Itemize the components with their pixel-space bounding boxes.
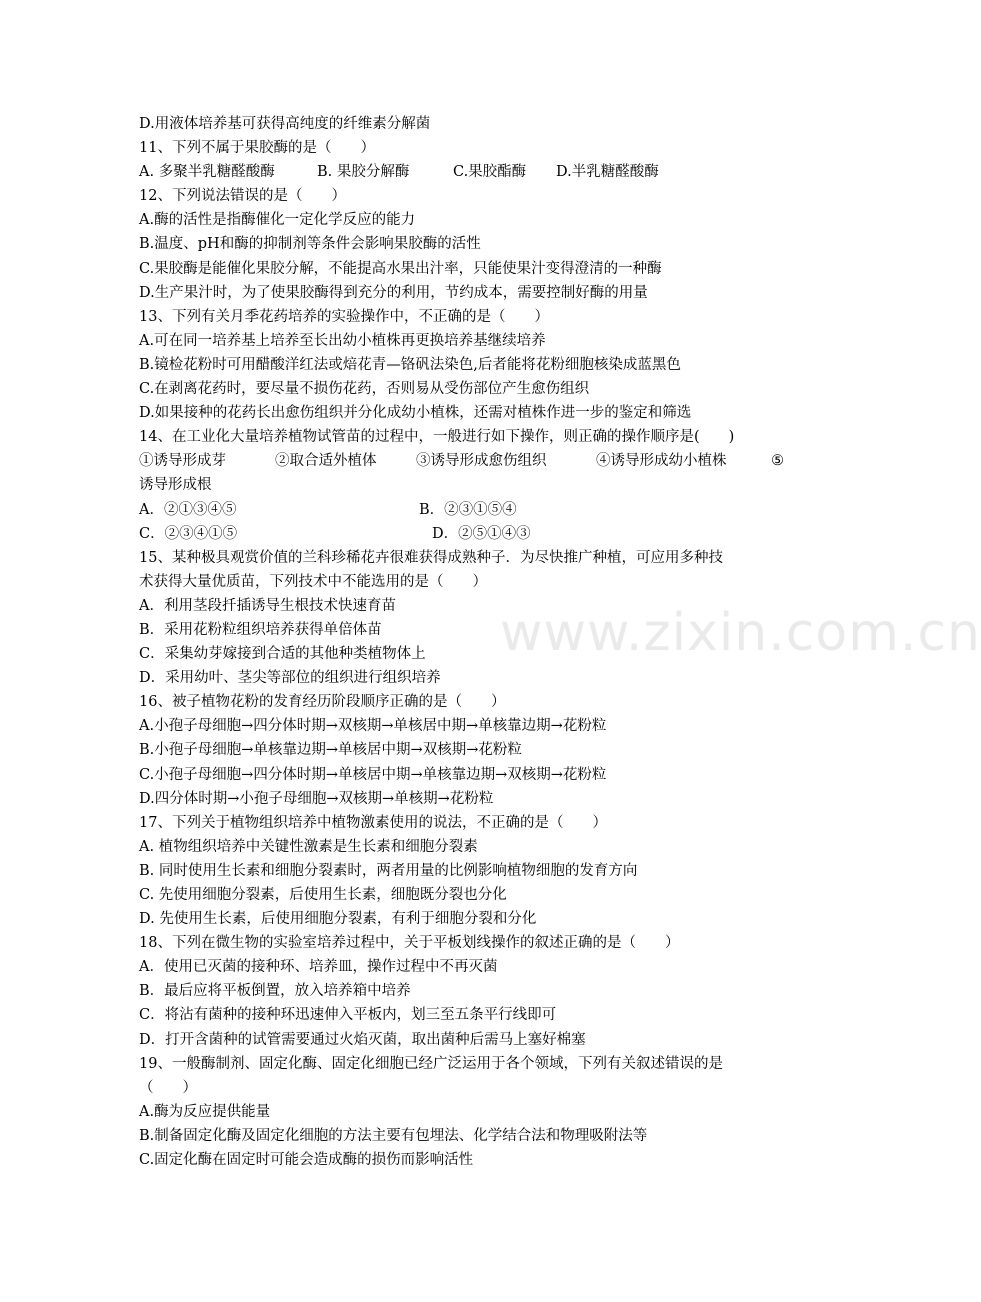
option-c: C.果胶酶是能催化果胶分解，不能提高水果出汁率，只能使果汁变得澄清的一种酶 (139, 260, 662, 277)
option-b: B. 果胶分解酶 (317, 164, 410, 181)
option-b: B.温度、pH和酶的抑制剂等条件会影响果胶酶的活性 (139, 236, 481, 253)
question-17: 17、下列关于植物组织培养中植物激素使用的说法，不正确的是（ ） (139, 814, 607, 831)
option-a: A.可在同一培养基上培养至长出幼小植株再更换培养基继续培养 (139, 332, 546, 349)
question-15: 15、某种极具观赏价值的兰科珍稀花卉很难获得成熟种子．为尽快推广种植，可应用多种技 (139, 549, 723, 566)
option-d: D.半乳糖醛酸酶 (556, 164, 659, 181)
option-c: C.固定化酶在固定时可能会造成酶的损伤而影响活性 (139, 1152, 474, 1169)
option-b: B. 同时使用生长素和细胞分裂素时，两者用量的比例影响植物细胞的发育方向 (139, 862, 638, 879)
option-a: A. 植物组织培养中关键性激素是生长素和细胞分裂素 (139, 838, 478, 855)
option-c: C.小孢子母细胞→四分体时期→单核居中期→单核靠边期→双核期→花粉粒 (139, 766, 607, 783)
question-text (139, 112, 789, 1172)
watermark: www.zixin.com.cn (500, 603, 981, 663)
option-b: B．最后应将平板倒置，放入培养箱中培养 (139, 983, 411, 1000)
question-13: 13、下列有关月季花药培养的实验操作中，不正确的是（ ） (139, 308, 549, 325)
option-b: B．②③①⑤④ (419, 501, 517, 518)
option-c: C．采集幼芽嫁接到合适的其他种类植物体上 (139, 646, 426, 663)
option-b: B．采用花粉粒组织培养获得单倍体苗 (139, 621, 382, 638)
option-a: A．利用茎段扦插诱导生根技术快速育苗 (139, 597, 396, 614)
option-d: D. 先使用生长素，后使用细胞分裂素，有利于细胞分裂和分化 (139, 911, 537, 928)
question-11-options (139, 160, 789, 184)
option-c: C．②③④①⑤ (139, 525, 238, 542)
question-11: 11、下列不属于果胶酶的是（ ） (139, 140, 375, 157)
question-14-options-row1 (139, 498, 789, 522)
option-b: B.小孢子母细胞→单核靠边期→单核居中期→双核期→花粉粒 (139, 742, 522, 759)
question-18: 18、下列在微生物的实验室培养过程中，关于平板划线操作的叙述正确的是（ ） (139, 935, 680, 952)
question-19: 19、一般酶制剂、固定化酶、固定化细胞已经广泛运用于各个领域，下列有关叙述错误的是 (139, 1055, 723, 1072)
step-5-text: 诱导形成根 (139, 477, 212, 494)
question-19-cont: （ ） (139, 1079, 197, 1096)
step-3: ③诱导形成愈伤组织 (416, 453, 547, 470)
text-line: D.用液体培养基可获得高纯度的纤维素分解菌 (139, 116, 431, 132)
option-a: A.酶的活性是指酶催化一定化学反应的能力 (139, 212, 416, 229)
step-5-marker: ⑤ (771, 453, 784, 470)
option-d: D.四分体时期→小孢子母细胞→双核期→单核期→花粉粒 (139, 790, 494, 807)
option-a: A.酶为反应提供能量 (139, 1103, 271, 1120)
option-a: A. 多聚半乳糖醛酸酶 (139, 164, 275, 181)
step-2: ②取合适外植体 (275, 453, 377, 470)
question-12: 12、下列说法错误的是（ ） (139, 188, 346, 205)
option-d: D.生产果汁时，为了使果胶酶得到充分的利用，节约成本，需要控制好酶的用量 (139, 284, 648, 301)
option-c: C．将沾有菌种的接种环迅速伸入平板内，划三至五条平行线即可 (139, 1007, 557, 1024)
option-b: B.镜检花粉时可用醋酸洋红法或焙花青—铬矾法染色,后者能将花粉细胞核染成蓝黑色 (139, 356, 681, 373)
question-16: 16、被子植物花粉的发育经历阶段顺序正确的是（ ） (139, 694, 506, 711)
step-1: ①诱导形成芽 (139, 453, 226, 470)
question-14: 14、在工业化大量培养植物试管苗的过程中，一般进行如下操作，则正确的操作顺序是( ) (139, 429, 735, 446)
question-14-options-row2 (139, 522, 789, 546)
option-d: D.如果接种的花药长出愈伤组织并分化成幼小植株，还需对植株作进一步的鉴定和筛选 (139, 405, 692, 422)
step-4: ④诱导形成幼小植株 (596, 453, 727, 470)
option-d: D．打开含菌种的试管需要通过火焰灭菌，取出菌种后需马上塞好棉塞 (139, 1031, 586, 1048)
question-14-steps (139, 449, 789, 473)
option-a: A．使用已灭菌的接种环、培养皿，操作过程中不再灭菌 (139, 959, 498, 976)
question-15-cont: 术获得大量优质苗，下列技术中不能选用的是（ ） (139, 573, 487, 590)
option-b: B.制备固定化酶及固定化细胞的方法主要有包埋法、化学结合法和物理吸附法等 (139, 1127, 648, 1144)
option-a: A．②①③④⑤ (139, 501, 237, 518)
option-c: C.果胶酯酶 (453, 164, 527, 181)
option-d: D．采用幼叶、茎尖等部位的组织进行组织培养 (139, 670, 441, 687)
option-c: C.在剥离花药时，要尽量不损伤花药，否则易从受伤部位产生愈伤组织 (139, 381, 590, 398)
option-c: C. 先使用细胞分裂素，后使用生长素，细胞既分裂也分化 (139, 887, 507, 903)
option-d: D．②⑤①④③ (432, 525, 531, 542)
option-a: A.小孢子母细胞→四分体时期→双核期→单核居中期→单核靠边期→花粉粒 (139, 718, 607, 735)
